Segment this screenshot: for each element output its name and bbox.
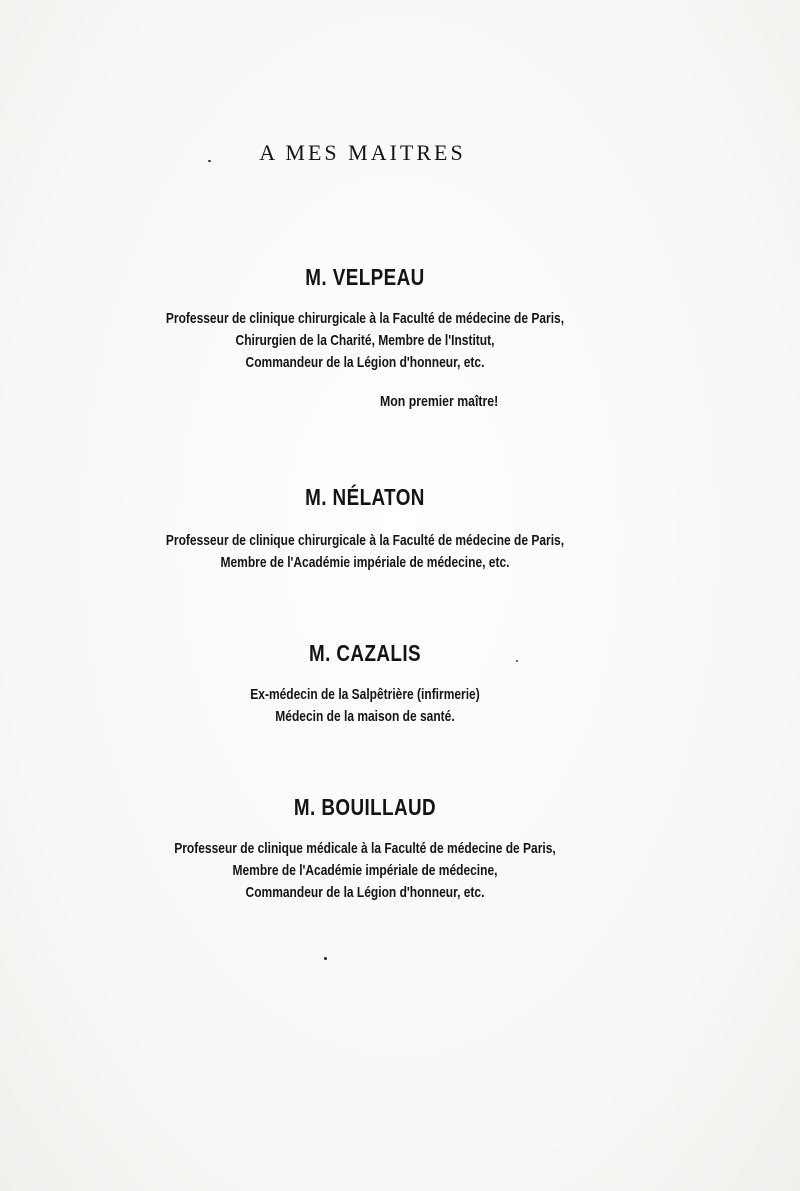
page-heading: A MES MAITRES — [259, 140, 466, 165]
section-name-velpeau: M. VELPEAU — [305, 264, 425, 290]
desc-line: Professeur de clinique médicale à la Faculté de médecine de Paris, — [174, 840, 556, 857]
ink-speck — [208, 160, 211, 162]
section-desc-nelaton — [73, 530, 657, 574]
desc-line: Membre de l'Académie impériale de médecine, — [232, 862, 498, 879]
ink-speck — [324, 957, 327, 960]
desc-line: Professeur de clinique chirurgicale à la Faculté de médecine de Paris, — [165, 310, 565, 327]
section-name-nelaton: M. NÉLATON — [305, 484, 425, 510]
section-name-cazalis: M. CAZALIS — [308, 640, 422, 666]
section-desc-bouillaud — [73, 838, 657, 904]
ink-speck — [516, 660, 518, 662]
desc-line: Commandeur de la Légion d'honneur, etc. — [245, 884, 485, 901]
desc-line: Commandeur de la Légion d'honneur, etc. — [245, 354, 485, 371]
desc-line: Chirurgien de la Charité, Membre de l'Institut, — [235, 332, 495, 349]
desc-line: Membre de l'Académie impériale de médecine, etc. — [220, 554, 510, 571]
desc-line: Professeur de clinique chirurgicale à la Faculté de médecine de Paris, — [165, 532, 565, 549]
desc-line: Ex-médecin de la Salpêtrière (infirmerie) — [250, 686, 480, 703]
section-name-bouillaud: M. BOUILLAUD — [293, 794, 437, 820]
desc-line: Médecin de la maison de santé. — [275, 708, 455, 725]
section-desc-velpeau — [73, 308, 657, 374]
section-desc-cazalis — [73, 684, 657, 728]
section-note-velpeau: Mon premier maître! — [380, 393, 499, 410]
